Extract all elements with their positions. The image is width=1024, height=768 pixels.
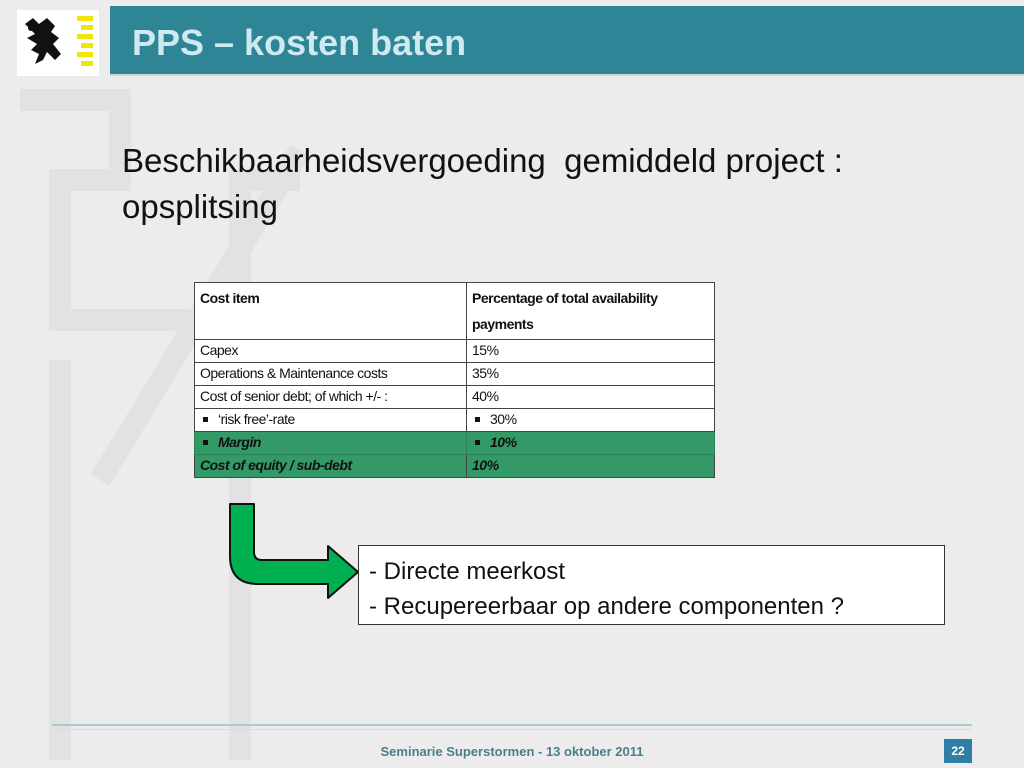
cell-item: Operations & Maintenance costs (195, 363, 467, 386)
header-percentage-line-2: payments (472, 316, 534, 332)
cell-value (467, 409, 715, 432)
cell-item: Cost of senior debt; of which +/- : (195, 386, 467, 409)
cell-value-text: 10% (490, 434, 517, 450)
table-row (195, 409, 715, 432)
table-row-highlighted (195, 455, 715, 478)
cell-value-text: 10% (472, 457, 499, 473)
header-cost-item: Cost item (195, 283, 467, 340)
bullet-icon (203, 440, 208, 445)
cell-value-text: 30% (490, 411, 517, 427)
note-box (358, 545, 945, 625)
cell-item (195, 455, 467, 478)
header-percentage-line-1: Percentage of total availability (472, 290, 658, 306)
cell-value: 35% (467, 363, 715, 386)
cell-value: 40% (467, 386, 715, 409)
slide-title: PPS – kosten baten (132, 22, 467, 63)
lion-icon (17, 10, 99, 76)
flemish-lion-logo (17, 10, 99, 76)
header-percentage (467, 283, 715, 340)
cell-item-text: Cost of equity / sub-debt (200, 457, 352, 473)
bullet-icon (475, 417, 480, 422)
page-number-badge: 22 (944, 739, 972, 763)
cell-item (195, 432, 467, 455)
footer-divider (52, 724, 972, 726)
cell-value (467, 455, 715, 478)
table-row (195, 340, 715, 363)
cell-value (467, 432, 715, 455)
table-row (195, 386, 715, 409)
note-line-1: - Directe meerkost (369, 558, 566, 585)
cell-value: 15% (467, 340, 715, 363)
green-bent-arrow-icon (224, 502, 364, 602)
footer-divider-secondary (52, 729, 972, 730)
cell-item: Capex (195, 340, 467, 363)
cost-breakdown-table (194, 282, 715, 478)
table-header-row (195, 283, 715, 340)
table-row-highlighted (195, 432, 715, 455)
footer-text: Seminarie Superstormen - 13 oktober 2011 (380, 744, 644, 759)
subtitle-line-2: opsplitsing (122, 188, 278, 225)
cell-item-text: Margin (218, 434, 261, 450)
cell-item-text: ‘risk free’-rate (218, 411, 295, 427)
subtitle-line-1: Beschikbaarheidsvergoeding gemiddeld project : (122, 142, 843, 179)
slide-subtitle (122, 138, 1002, 230)
bullet-icon (203, 417, 208, 422)
title-bar (110, 6, 1024, 74)
cell-item (195, 409, 467, 432)
table-row (195, 363, 715, 386)
note-line-2: - Recupereerbaar op andere componenten ? (369, 593, 844, 620)
bullet-icon (475, 440, 480, 445)
